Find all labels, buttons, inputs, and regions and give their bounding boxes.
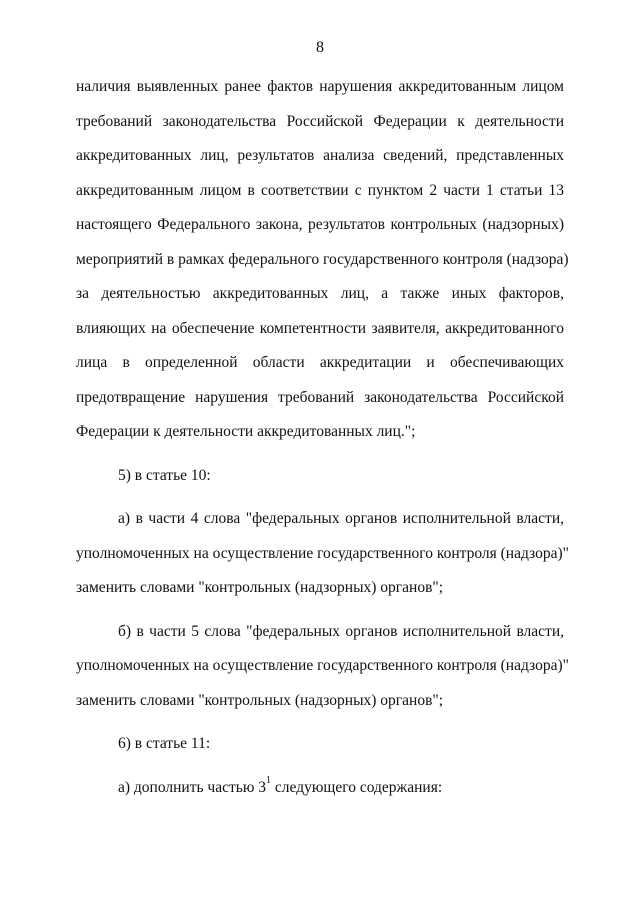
page-number: 8 — [316, 39, 324, 56]
text-line: аккредитованных лиц, результатов анализа сведений, представленных — [76, 147, 564, 164]
text-line: требований законодательства Российской Федерации к деятельности — [76, 112, 564, 130]
item-5b-line: уполномоченных на осуществление государственного контроля (надзора)" — [76, 657, 569, 674]
item-6a-prefix: а) дополнить частью 3 — [118, 778, 267, 796]
item-6a-superscript: 1 — [266, 775, 272, 787]
item-5-heading: 5) в статье 10: — [118, 466, 211, 484]
item-5a-line: а) в части 4 слова "федеральных органов исполнительной власти, — [118, 510, 564, 527]
text-line: настоящего Федерального закона, результатов контрольных (надзорных) — [76, 216, 564, 233]
item-6a-suffix: следующего содержания: — [271, 778, 443, 796]
text-line: влияющих на обеспечение компетентности заявителя, аккредитованного — [76, 319, 564, 337]
item-6a-line — [76, 775, 564, 810]
text-line: мероприятий в рамках федерального государственного контроля (надзора) — [76, 250, 569, 268]
document-body — [76, 74, 569, 809]
text-line: за деятельностью аккредитованных лиц, а также иных факторов, — [76, 285, 564, 302]
text-line-last: Федерации к деятельности аккредитованных лиц."; — [76, 423, 416, 440]
text-line: аккредитованным лицом в соответствии с пунктом 2 части 1 статьи 13 — [76, 181, 564, 199]
item-6-heading: 6) в статье 11: — [118, 735, 211, 752]
text-line: предотвращение нарушения требований законодательства Российской — [76, 388, 564, 406]
text-line: лица в определенной области аккредитации и обеспечивающих — [76, 354, 564, 371]
item-5b-line: б) в части 5 слова "федеральных органов исполнительной власти, — [118, 622, 564, 640]
text-line: наличия выявленных ранее фактов нарушения аккредитованным лицом — [76, 78, 564, 95]
item-5b-line: заменить словами "контрольных (надзорных) органов"; — [76, 691, 444, 709]
item-5a-line: заменить словами "контрольных (надзорных) органов"; — [76, 579, 444, 596]
item-5a-line: уполномоченных на осуществление государственного контроля (надзора)" — [76, 544, 569, 562]
